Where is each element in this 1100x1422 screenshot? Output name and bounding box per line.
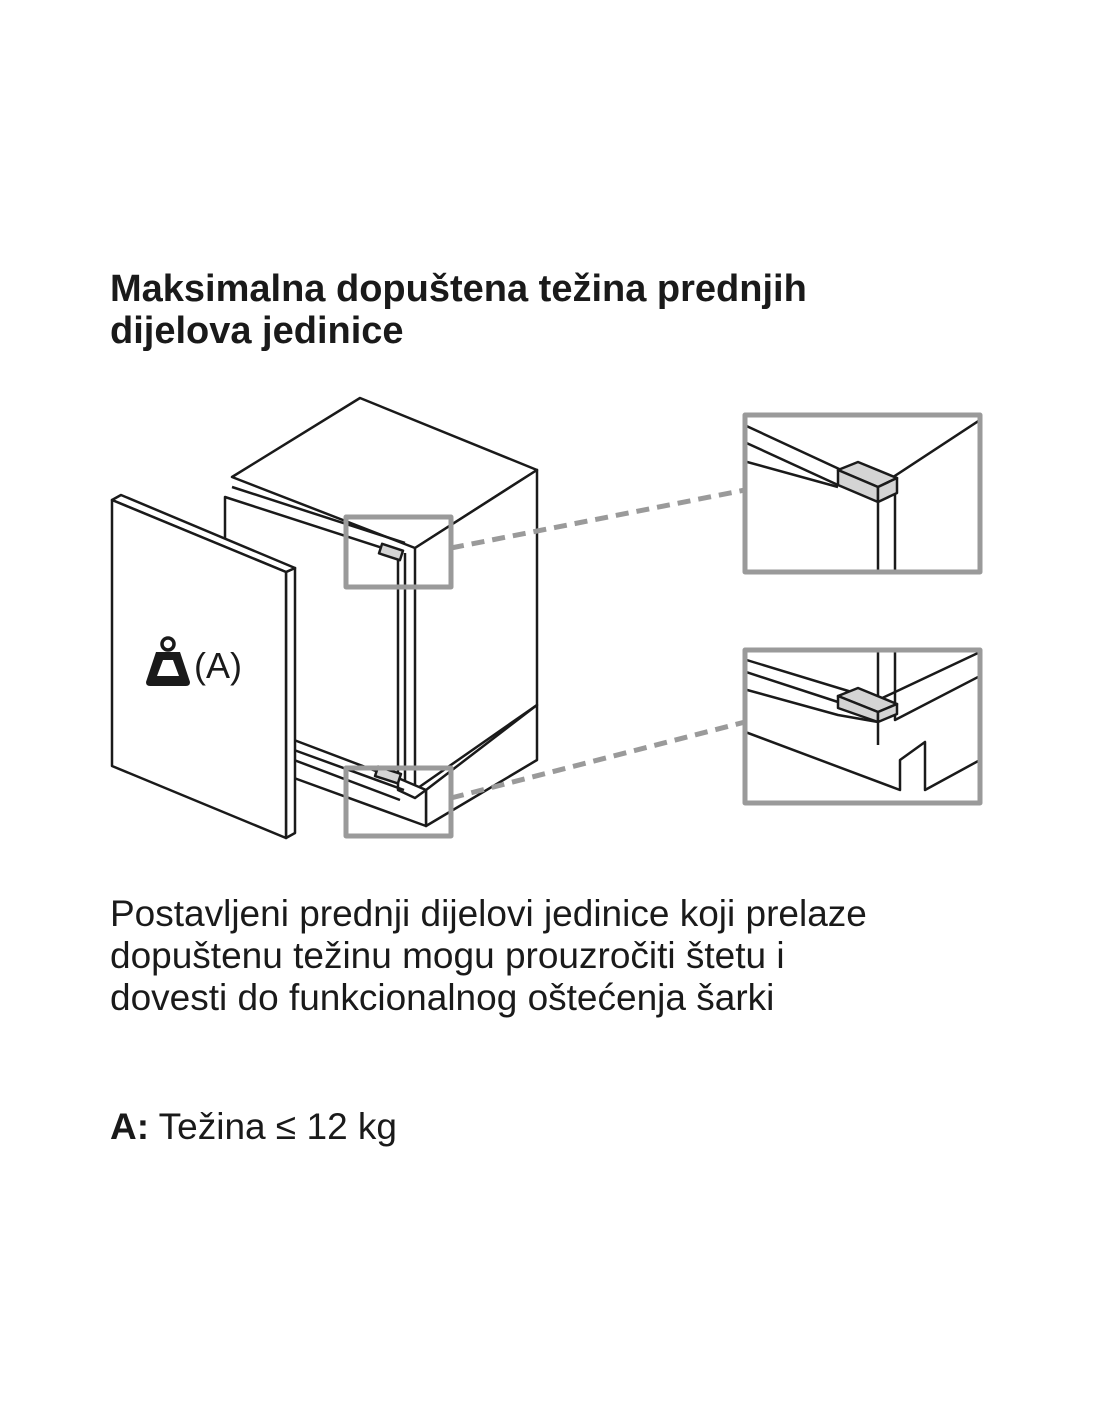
warning-line-2: dopuštenu težinu mogu prouzročiti štetu i — [110, 935, 785, 976]
door-panel-edge — [286, 568, 295, 838]
legend-text: Težina ≤ 12 kg — [158, 1106, 398, 1147]
top-hinge-detail — [740, 415, 980, 572]
page-title — [110, 268, 1010, 352]
door-weight-label: (A) — [194, 645, 242, 686]
title-line-2: dijelova jedinice — [110, 310, 404, 352]
bottom-hinge-detail — [740, 650, 980, 803]
warning-line-3: dovesti do funkcionalnog oštećenja šarki — [110, 977, 775, 1018]
legend-key: A: — [110, 1106, 150, 1147]
warning-text — [110, 893, 1050, 1019]
legend — [110, 1106, 397, 1148]
installation-diagram — [0, 380, 1100, 860]
title-line-1: Maksimalna dopuštena težina prednjih — [110, 268, 807, 310]
warning-line-1: Postavljeni prednji dijelovi jedinice koji prelaze — [110, 893, 867, 934]
